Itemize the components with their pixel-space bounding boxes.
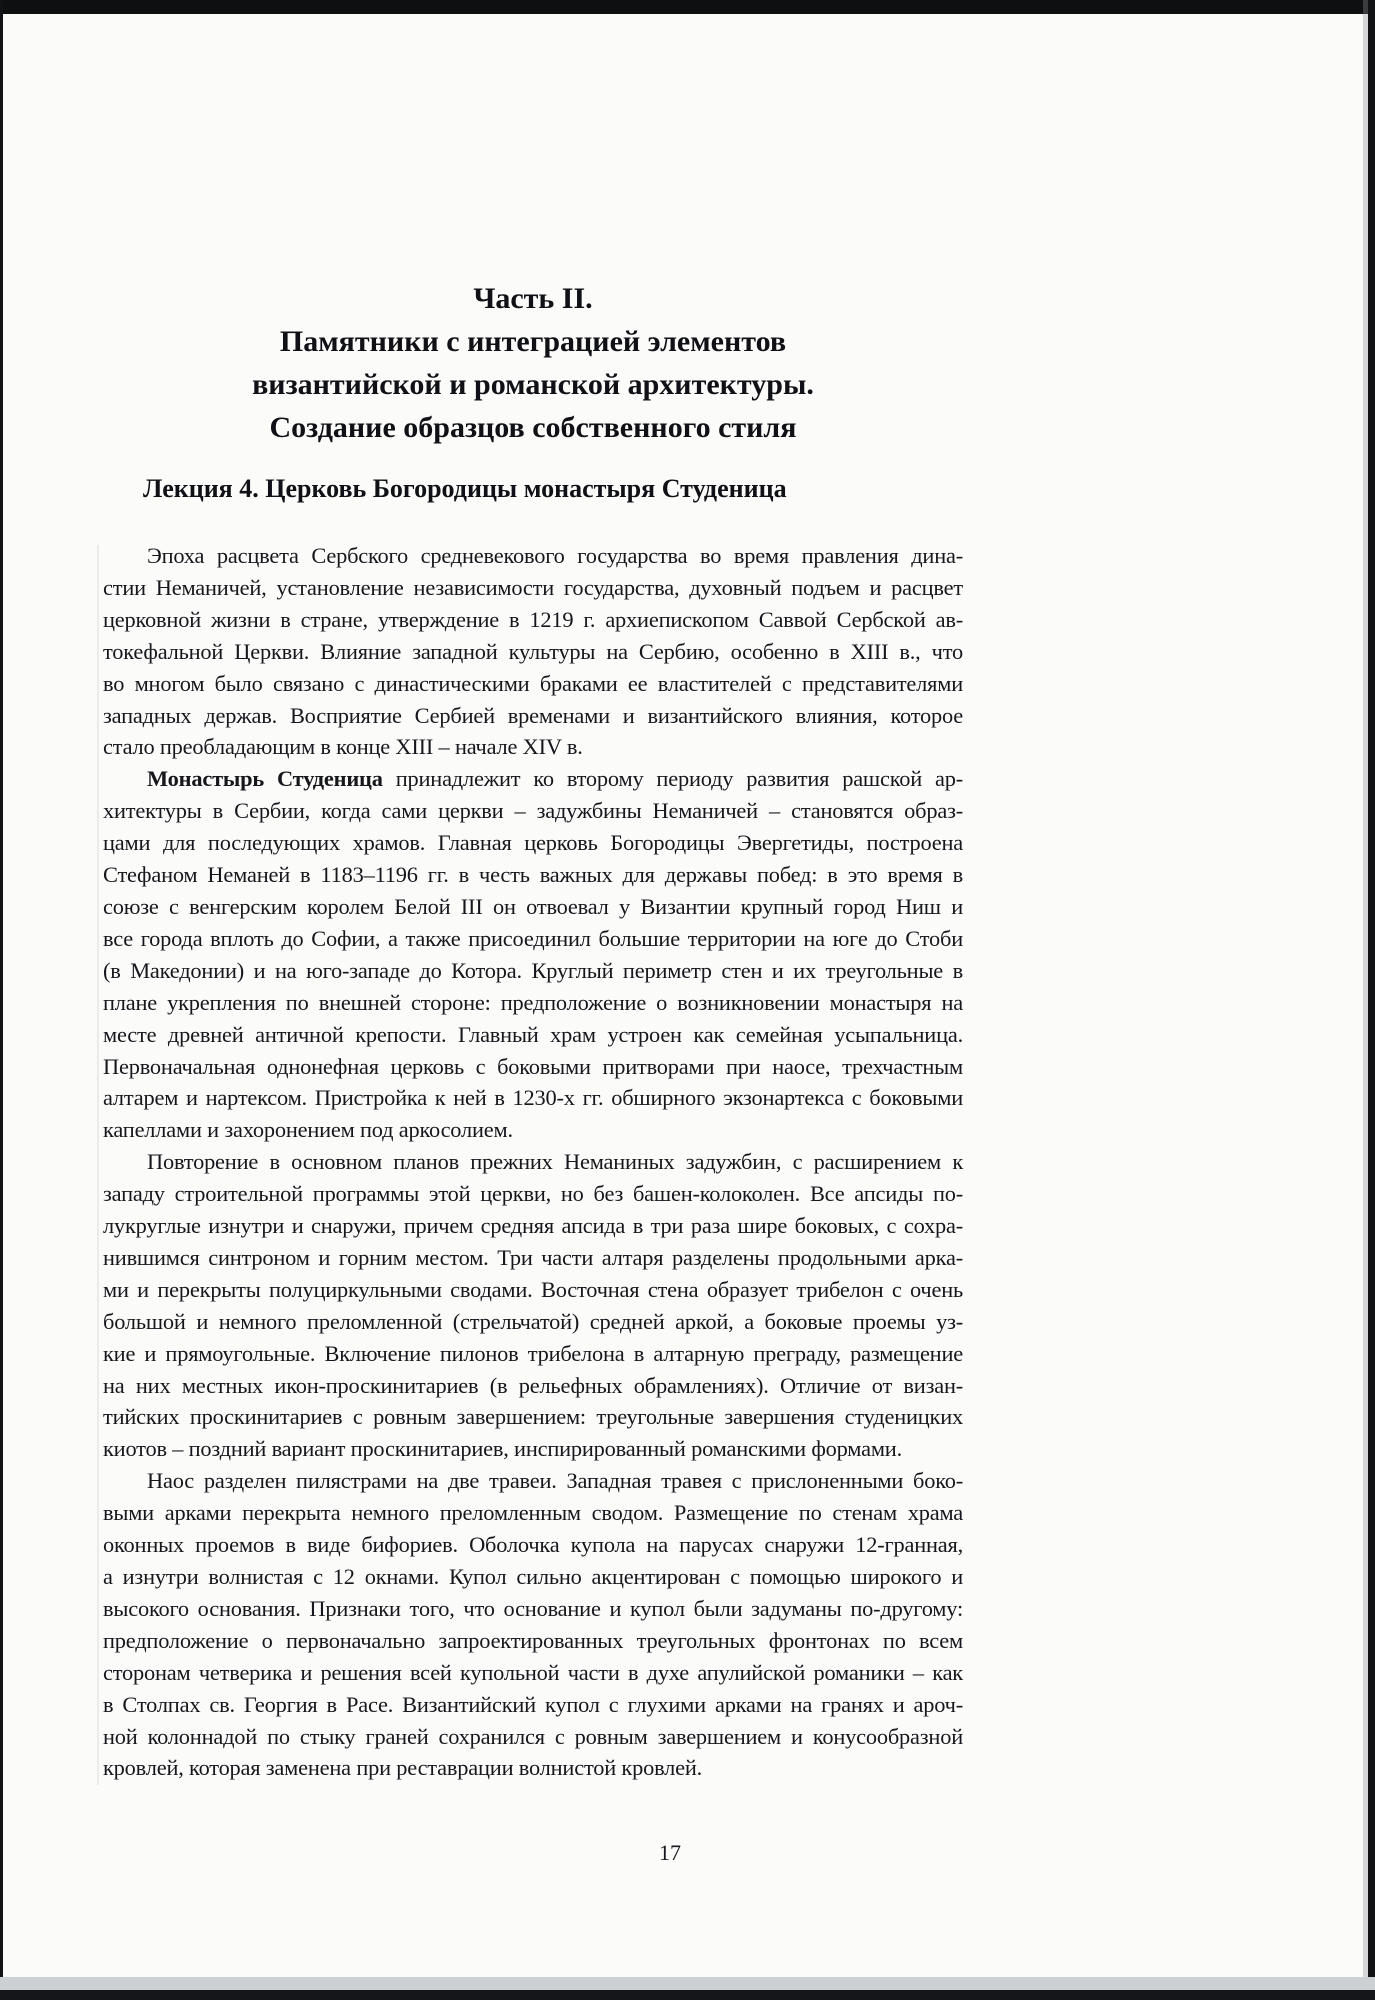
paragraph — [103, 763, 963, 1146]
text-line: месте древней античной крепости. Главный храм устроен как семейная усыпальница. — [103, 1021, 963, 1047]
text-line: оконных проемов в виде бифориев. Оболочка купола на парусах снаружи 12-гранная, — [103, 1532, 963, 1558]
text-line: Первоначальная однонефная церковь с боковыми притворами при наосе, трехчастным — [103, 1053, 963, 1079]
text-line: цами для последующих храмов. Главная церковь Богородицы Эвергетиды, построена — [103, 830, 963, 856]
text-line: токефальной Церкви. Влияние западной культуры на Сербию, особенно в XIII в., что — [103, 638, 963, 664]
paragraph — [103, 1146, 963, 1465]
scan-edge-top — [0, 0, 1375, 14]
scan-edge-bottom-shadow — [0, 1977, 1375, 1990]
part-title-line: византийской и романской архитектуры. — [252, 368, 814, 401]
part-title-line: Создание образцов собственного стиля — [269, 411, 797, 444]
part-title-line: Памятники с интеграцией элементов — [279, 325, 787, 358]
text-line: предположение о первоначально запроектированных треугольных фронтонах по всем — [103, 1627, 963, 1653]
paragraph — [103, 540, 963, 763]
scan-edge-right — [1368, 0, 1375, 2000]
body-text — [103, 540, 963, 1784]
text-line: стало преобладающим в конце XIII – начале XIV в. — [103, 734, 583, 760]
text-line: выми арками перекрыта немного преломленным сводом. Размещение по стенам храма — [103, 1500, 963, 1526]
page-number: 17 — [659, 1840, 681, 1865]
scan-edge-left — [0, 0, 3, 2000]
text-line: союзе с венгерским королем Белой III он отвоевал у Византии крупный город Ниш и — [103, 893, 963, 919]
text-line: стии Неманичей, установление независимости государства, духовный подъем и расцвет — [103, 574, 963, 600]
part-title-line: Часть II. — [473, 282, 593, 315]
text-line: киотов – поздний вариант проскинитариев, инспирированный романскими формами. — [103, 1436, 902, 1462]
text-line: тийских проскинитариев с ровным завершением: треугольные завершения студеницких — [103, 1404, 963, 1430]
text-line: а изнутри волнистая с 12 окнами. Купол сильно акцентирован с помощью широкого и — [103, 1564, 963, 1589]
text-line: ной колоннадой по стыку граней сохранился с ровным завершением и конусообразной — [103, 1723, 963, 1749]
text-line: в Столпах св. Георгия в Расе. Византийский купол с глухими арками на гранях и ароч- — [103, 1691, 963, 1717]
text-line: большой и немного преломленной (стрельчатой) средней аркой, а боковые проемы уз- — [103, 1308, 963, 1334]
text-line: все города вплоть до Софии, а также присоединил большие территории на юге до Стоби — [103, 925, 963, 951]
bold-run: Монастырь Студеница — [147, 766, 383, 792]
text-line: (в Македонии) и на юго-западе до Котора. Круглый периметр стен и их треугольные в — [103, 957, 963, 983]
part-title — [103, 277, 963, 449]
text-line: Эпоха расцвета Сербского средневекового государства во время правления дина- — [147, 543, 963, 568]
text-line: во многом было связано с династическими браками ее властителей с представителями — [103, 670, 963, 696]
text-line: на них местных икон-проскинитариев (в рельефных обрамлениях). Отличие от визан- — [103, 1372, 963, 1398]
text-line: Повторение в основном планов прежних Неманиных задужбин, с расширением к — [147, 1149, 963, 1175]
scan-artifact-line — [97, 545, 99, 1785]
text-run: принадлежит ко второму периоду развития рашской ар- — [382, 766, 963, 792]
text-line: кровлей, которая заменена при реставрации волнистой кровлей. — [103, 1755, 703, 1781]
text-line: Стефаном Неманей в 1183–1196 гг. в честь важных для державы побед: в это время в — [103, 862, 963, 888]
lecture-heading: Лекция 4. Церковь Богородицы монастыря Студеница — [143, 474, 787, 503]
text-line: хитектуры в Сербии, когда сами церкви – задужбины Неманичей – становятся образ- — [103, 798, 963, 824]
text-line: сторонам четверика и решения всей купольной части в духе апулийской романики – как — [103, 1659, 963, 1685]
text-line — [103, 763, 963, 795]
text-line: высокого основания. Признаки того, что основание и купол были задуманы по-другому: — [103, 1595, 963, 1621]
text-line: западу строительной программы этой церкви, но без башен-колоколен. Все апсиды по- — [103, 1181, 963, 1207]
text-line: капеллами и захоронением под аркосолием. — [103, 1117, 513, 1143]
text-line: церковной жизни в стране, утверждение в 1219 г. архиепископом Саввой Сербской ав- — [103, 606, 963, 632]
scan-edge-bottom — [0, 1990, 1375, 2000]
text-line: ми и перекрыты полуциркульными сводами. Восточная стена образует трибелон с очень — [103, 1276, 963, 1302]
text-line: плане укрепления по внешней стороне: предположение о возникновении монастыря на — [103, 989, 963, 1015]
paragraph — [103, 1465, 963, 1784]
text-line: нившимся синтроном и горним местом. Три части алтаря разделены продольными арка- — [103, 1244, 963, 1270]
text-line: лукруглые изнутри и снаружи, причем средняя апсида в три раза шире боковых, с сохра- — [103, 1213, 963, 1239]
text-line: алтарем и нартексом. Пристройка к ней в 1230-х гг. обширного экзонартекса с боковыми — [103, 1085, 963, 1111]
text-line: западных держав. Восприятие Сербией временами и византийского влияния, которое — [103, 702, 963, 728]
text-line: Наос разделен пилястрами на две травеи. Западная травея с прислоненными боко- — [147, 1468, 963, 1494]
text-line: кие и прямоугольные. Включение пилонов трибелона в алтарную преграду, размещение — [103, 1340, 963, 1366]
